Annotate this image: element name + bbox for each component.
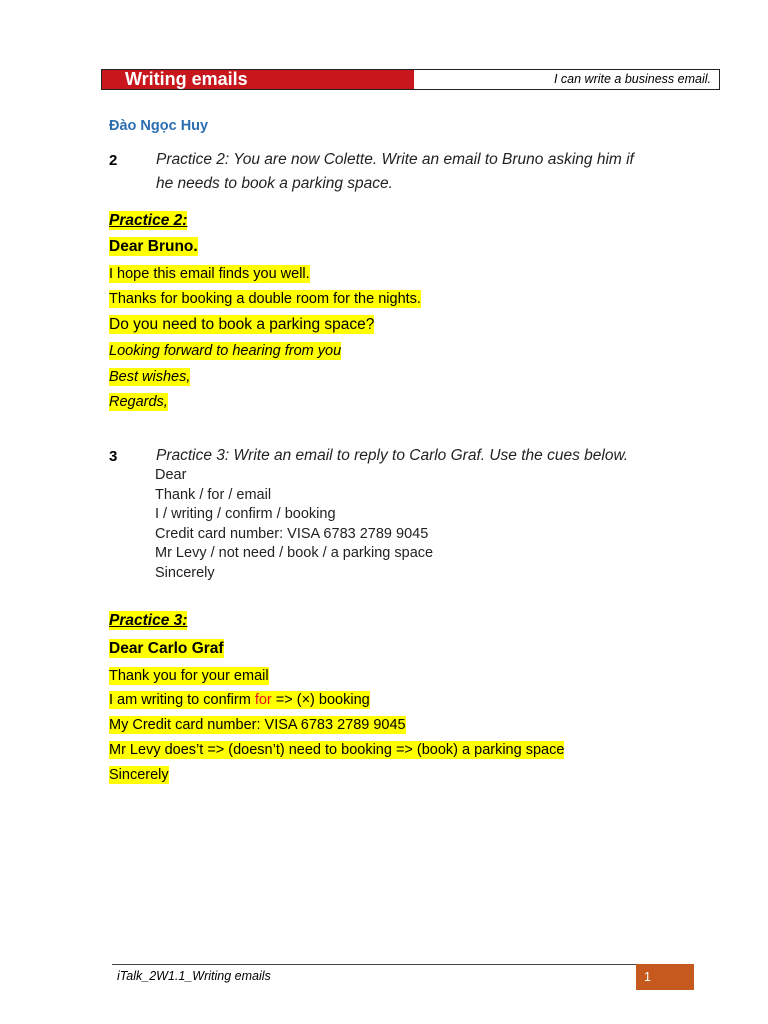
answer-2-line-5: Best wishes,	[109, 369, 191, 385]
page-title: Writing emails	[102, 70, 414, 89]
learning-objective: I can write a business email.	[553, 72, 711, 86]
answer-3-heading: Practice 3:	[109, 612, 188, 629]
footer-divider	[112, 964, 692, 965]
cue-item: Mr Levy / not need / book / a parking space	[155, 545, 434, 561]
answer-3-line-2: I am writing to confirm for => (×) booking	[109, 692, 370, 708]
cue-item: Sincerely	[155, 564, 215, 581]
answer-3-greeting: Dear Carlo Graf	[109, 640, 224, 657]
answer-3-line-1: Thank you for your email	[109, 668, 269, 684]
page-header	[101, 69, 720, 90]
cue-item: Credit card number: VISA 6783 2789 9045	[155, 525, 429, 542]
answer-3-line-3: My Credit card number: VISA 6783 2789 9045	[109, 717, 406, 733]
question-3-cues	[155, 466, 433, 583]
cue-item: I / writing / confirm / booking	[155, 506, 336, 522]
answer-2-heading: Practice 2:	[109, 212, 188, 229]
correction-mark: for	[254, 692, 272, 708]
answer-2-line-2: Thanks for booking a double room for the nights.	[109, 291, 421, 307]
question-3-text: Practice 3: Write an email to reply to Carlo Graf. Use the cues below.	[156, 447, 629, 464]
footer-label: iTalk_2W1.1_Writing emails	[117, 969, 271, 983]
answer-2-line-4: Looking forward to hearing from you	[109, 343, 342, 359]
answer-2-line-1: I hope this email finds you well.	[109, 266, 310, 282]
answer-2-greeting: Dear Bruno.	[109, 238, 198, 255]
author-name: Đào Ngọc Huy	[109, 118, 209, 134]
cue-item: Dear	[155, 467, 187, 483]
question-number-2: 2	[109, 152, 118, 169]
cue-item: Thank / for / email	[155, 486, 272, 503]
answer-2-line-6: Regards,	[109, 394, 168, 410]
answer-3-line-4: Mr Levy does’t => (doesn’t) need to booking => (book) a parking space	[109, 742, 565, 758]
answer-3-line-5: Sincerely	[109, 767, 169, 783]
answer-2-line-3: Do you need to book a parking space?	[109, 316, 375, 333]
question-2-line-2: he needs to book a parking space.	[156, 175, 393, 192]
page-number-badge: 1	[636, 964, 694, 990]
question-number-3: 3	[109, 448, 118, 465]
question-2-line-1: Practice 2: You are now Colette. Write an email to Bruno asking him if	[156, 151, 634, 168]
